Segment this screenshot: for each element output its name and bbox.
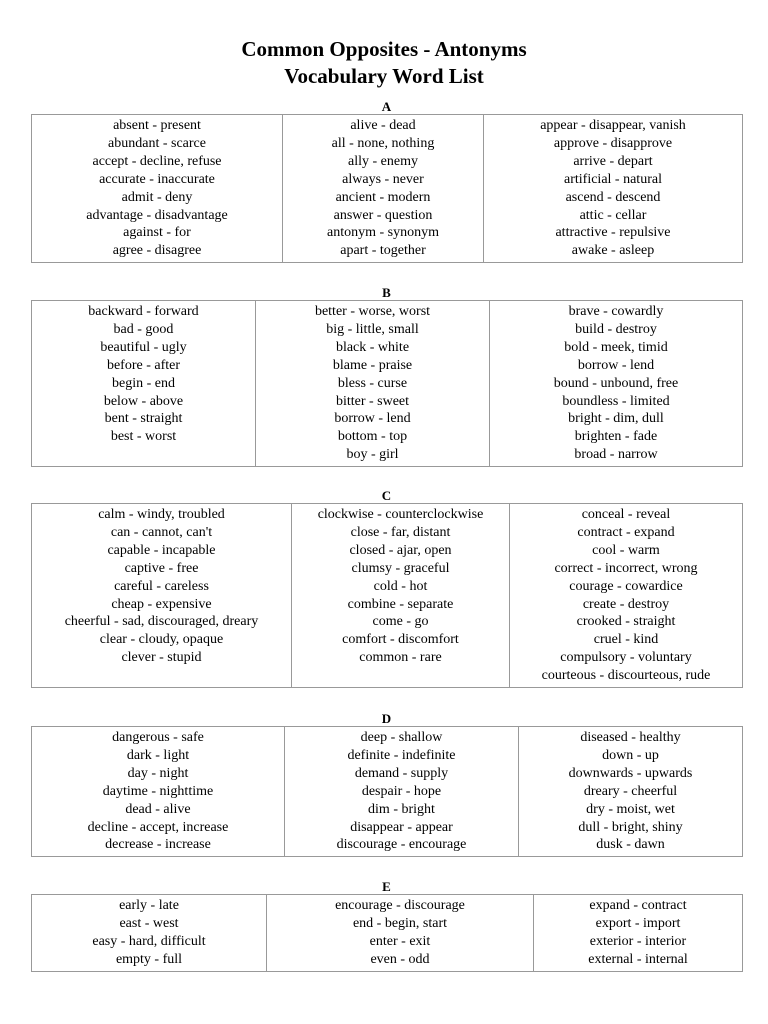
antonym-pair: bound - unbound, free (553, 375, 679, 391)
antonym-pair: broad - narrow (574, 447, 658, 463)
antonym-pair: even - odd (370, 951, 430, 967)
antonym-pair: dead - alive (125, 801, 191, 817)
section-c (31, 489, 742, 688)
antonym-pair: ascend - descend (565, 189, 661, 205)
word-column (490, 301, 743, 467)
table-row (32, 115, 743, 263)
antonym-pair: easy - hard, difficult (92, 933, 206, 949)
antonym-pair: all - none, nothing (331, 135, 435, 151)
antonym-pair: attic - cellar (579, 207, 647, 223)
antonym-pair: apart - together (340, 243, 426, 259)
antonym-pair: advantage - disadvantage (86, 207, 228, 223)
antonym-pair: despair - hope (361, 783, 442, 799)
antonym-pair: cold - hot (373, 578, 428, 594)
antonym-pair: expand - contract (589, 898, 687, 913)
antonym-pair: crooked - straight (576, 614, 676, 630)
antonym-pair: down - up (602, 747, 659, 763)
antonym-pair: build - destroy (575, 321, 657, 337)
antonym-pair: ancient - modern (335, 189, 431, 205)
antonym-pair: conceal - reveal (581, 507, 671, 522)
antonym-pair: exterior - interior (589, 933, 687, 949)
antonym-pair: alive - dead (350, 118, 416, 133)
antonym-pair: accept - decline, refuse (92, 153, 222, 169)
antonym-pair: closed - ajar, open (349, 542, 452, 558)
antonym-pair: dusk - dawn (596, 837, 665, 853)
table-row (32, 504, 743, 688)
antonym-pair: early - late (119, 898, 179, 913)
antonym-pair: black - white (335, 339, 410, 355)
antonym-pair: dry - moist, wet (586, 801, 675, 817)
section-b (31, 286, 742, 467)
antonym-pair: encourage - discourage (335, 898, 465, 913)
word-table (31, 503, 743, 688)
antonym-pair: below - above (103, 393, 184, 409)
antonym-pair: bright - dim, dull (568, 411, 664, 427)
word-column (283, 115, 484, 263)
word-column (32, 727, 285, 857)
antonym-pair: calm - windy, troubled (98, 507, 225, 522)
antonym-pair: correct - incorrect, wrong (554, 560, 698, 576)
antonym-pair: bless - curse (337, 375, 408, 391)
antonym-pair: begin - end (112, 375, 175, 391)
antonym-pair: discourage - encourage (336, 837, 467, 853)
antonym-pair: comfort - discomfort (342, 632, 459, 648)
antonym-pair: come - go (372, 614, 429, 630)
antonym-pair: better - worse, worst (314, 304, 431, 319)
antonym-pair: courage - cowardice (569, 578, 683, 594)
antonym-pair: create - destroy (582, 596, 670, 612)
word-column (534, 895, 743, 972)
antonym-pair: big - little, small (326, 321, 419, 337)
antonym-pair: clear - cloudy, opaque (99, 632, 224, 648)
antonym-pair: blame - praise (332, 357, 413, 373)
table-row (32, 727, 743, 857)
antonym-pair: end - begin, start (352, 915, 448, 931)
antonym-pair: east - west (119, 915, 179, 931)
antonym-pair: dull - bright, shiny (578, 819, 683, 835)
antonym-pair: before - after (106, 357, 181, 373)
section-e (31, 880, 742, 972)
title-block (0, 36, 768, 90)
antonym-pair: downwards - upwards (568, 765, 693, 781)
antonym-pair: boundless - limited (562, 393, 670, 409)
antonym-pair: common - rare (359, 650, 442, 666)
word-table (31, 114, 743, 263)
antonym-pair: appear - disappear, vanish (540, 118, 686, 133)
antonym-pair: best - worst (110, 429, 177, 445)
antonym-pair: bold - meek, timid (564, 339, 668, 355)
antonym-pair: courteous - discourteous, rude (541, 668, 711, 684)
antonym-pair: approve - disapprove (553, 135, 673, 151)
antonym-pair: clever - stupid (121, 650, 202, 666)
antonym-pair: boy - girl (346, 447, 399, 463)
antonym-pair: careful - careless (114, 578, 209, 594)
antonym-pair: combine - separate (347, 596, 454, 612)
antonym-pair: clockwise - counterclockwise (317, 507, 484, 522)
antonym-pair: bitter - sweet (335, 393, 410, 409)
antonym-pair: bent - straight (104, 411, 183, 427)
antonym-pair: contract - expand (577, 524, 675, 540)
antonym-pair: dreary - cheerful (583, 783, 678, 799)
antonym-pair: bad - good (113, 321, 174, 337)
antonym-pair: can - cannot, can't (110, 524, 213, 540)
antonym-pair: diseased - healthy (580, 730, 681, 745)
antonym-pair: antonym - synonym (327, 225, 439, 241)
word-column (484, 115, 743, 263)
antonym-pair: compulsory - voluntary (560, 650, 692, 666)
antonym-pair: daytime - nighttime (102, 783, 214, 799)
page-subtitle: Vocabulary Word List (284, 64, 484, 88)
antonym-pair: enter - exit (369, 933, 431, 949)
section-a (31, 100, 742, 263)
antonym-pair: cheerful - sad, discouraged, dreary (64, 614, 259, 630)
page-title: Common Opposites - Antonyms (241, 37, 527, 61)
antonym-pair: definite - indefinite (347, 747, 456, 763)
word-table (31, 726, 743, 857)
antonym-pair: arrive - depart (573, 153, 653, 169)
antonym-pair: cruel - kind (593, 632, 659, 648)
table-row (32, 895, 743, 972)
antonym-pair: agree - disagree (112, 243, 202, 259)
table-row (32, 301, 743, 467)
antonym-pair: beautiful - ugly (100, 339, 187, 355)
antonym-pair: dark - light (126, 747, 190, 763)
antonym-pair: capable - incapable (107, 542, 216, 558)
antonym-pair: demand - supply (354, 765, 449, 781)
word-column (32, 504, 292, 688)
antonym-pair: cool - warm (592, 542, 660, 558)
word-column (292, 504, 510, 688)
antonym-pair: day - night (127, 765, 189, 781)
antonym-pair: ally - enemy (348, 153, 418, 169)
antonym-pair: borrow - lend (577, 357, 655, 373)
section-letter: E (382, 879, 391, 894)
antonym-pair: decline - accept, increase (87, 819, 229, 835)
antonym-pair: brighten - fade (574, 429, 658, 445)
antonym-pair: dim - bright (368, 801, 435, 817)
antonym-pair: admit - deny (121, 189, 193, 205)
antonym-pair: answer - question (333, 207, 433, 223)
antonym-pair: dangerous - safe (112, 730, 204, 745)
antonym-pair: close - far, distant (350, 524, 451, 540)
antonym-pair: attractive - repulsive (555, 225, 671, 241)
antonym-pair: clumsy - graceful (351, 560, 450, 576)
word-column (519, 727, 743, 857)
section-letter: D (381, 711, 392, 726)
antonym-pair: accurate - inaccurate (99, 171, 215, 187)
antonym-pair: brave - cowardly (568, 304, 664, 319)
antonym-pair: backward - forward (88, 304, 199, 319)
word-column (285, 727, 519, 857)
word-table (31, 894, 743, 972)
antonym-pair: external - internal (588, 951, 688, 967)
antonym-pair: abundant - scarce (108, 135, 206, 151)
section-letter: C (381, 488, 392, 503)
antonym-pair: borrow - lend (334, 411, 411, 427)
antonym-pair: awake - asleep (571, 243, 655, 259)
antonym-pair: always - never (342, 171, 424, 187)
antonym-pair: decrease - increase (105, 837, 211, 853)
word-column (256, 301, 490, 467)
antonym-pair: empty - full (115, 951, 183, 967)
antonym-pair: deep - shallow (360, 730, 443, 745)
word-column (32, 895, 267, 972)
antonym-pair: disappear - appear (350, 819, 453, 835)
antonym-pair: cheap - expensive (111, 596, 212, 612)
antonym-pair: against - for (123, 225, 191, 241)
word-column (32, 115, 283, 263)
section-letter: A (381, 99, 392, 114)
word-column (267, 895, 534, 972)
word-column (32, 301, 256, 467)
antonym-pair: absent - present (113, 118, 201, 133)
word-table (31, 300, 743, 467)
section-d (31, 712, 742, 857)
section-letter: B (382, 285, 391, 300)
antonym-pair: captive - free (124, 560, 199, 576)
antonym-pair: export - import (595, 915, 681, 931)
word-column (510, 504, 743, 688)
antonym-pair: artificial - natural (564, 171, 662, 187)
antonym-pair: bottom - top (337, 429, 408, 445)
